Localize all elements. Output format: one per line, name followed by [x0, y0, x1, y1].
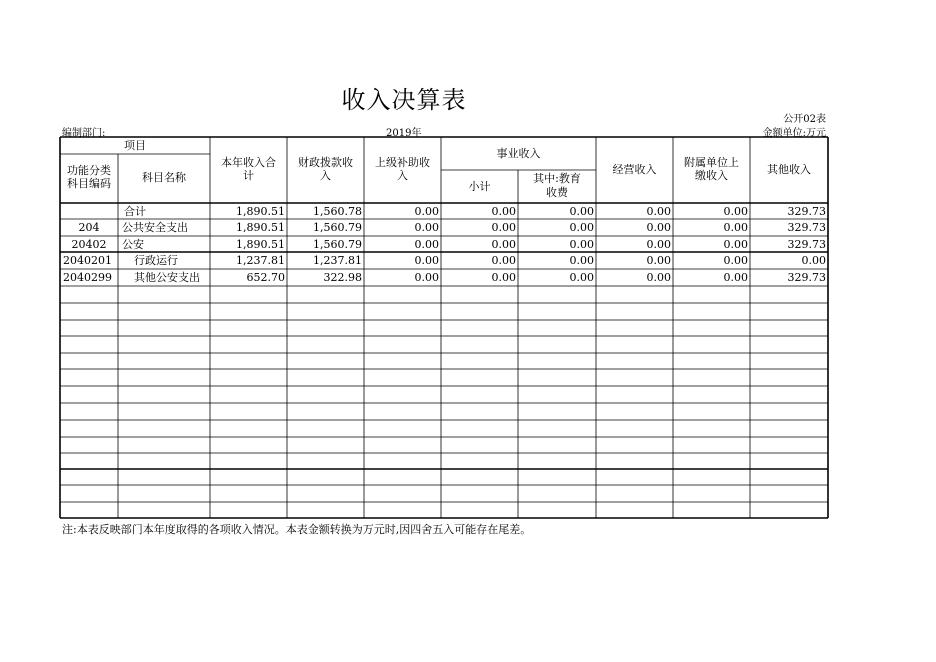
header-code-2: 科目编码	[67, 177, 111, 190]
cell-edu: 0.00	[569, 205, 594, 218]
header-subtotal: 小计	[468, 180, 491, 193]
cell-superior: 0.00	[414, 221, 439, 234]
cell-affiliated: 0.00	[723, 238, 748, 251]
cell-name: 公共安全支出	[122, 221, 188, 234]
cell-superior: 0.00	[414, 254, 439, 267]
cell-edu: 0.00	[569, 221, 594, 234]
header-other: 其他收入	[767, 163, 811, 176]
header-superior-1: 上级补助收	[375, 156, 430, 169]
cell-subtotal: 0.00	[491, 205, 516, 218]
cell-affiliated: 0.00	[723, 254, 748, 267]
cell-name: 其他公安支出	[134, 271, 200, 284]
cell-superior: 0.00	[414, 271, 439, 284]
header-project: 项目	[124, 139, 146, 152]
form-number: 公开02表	[783, 114, 826, 125]
cell-affiliated: 0.00	[723, 221, 748, 234]
cell-other: 329.73	[787, 221, 826, 234]
page-title: 收入决算表	[341, 86, 467, 114]
department-label: 编制部门:	[62, 128, 106, 139]
cell-operating: 0.00	[646, 205, 671, 218]
header-edu-1: 其中:教育	[533, 172, 581, 185]
cell-code: 2040201	[63, 254, 112, 267]
table-row	[63, 270, 826, 284]
table-grid	[60, 137, 828, 518]
cell-total: 1,890.51	[236, 205, 285, 218]
header-total-1: 本年收入合	[221, 156, 276, 169]
cell-edu: 0.00	[569, 271, 594, 284]
header-code-1: 功能分类	[67, 164, 111, 177]
cell-code: 2040299	[63, 271, 112, 284]
cell-fiscal: 1,560.79	[313, 221, 362, 234]
cell-operating: 0.00	[646, 221, 671, 234]
header-fiscal-1: 财政拨款收	[298, 156, 353, 169]
cell-operating: 0.00	[646, 238, 671, 251]
table-row	[63, 253, 826, 267]
footnote: 注:本表反映部门本年度取得的各项收入情况。本表金额转换为万元时,因四舍五入可能存在尾差。	[62, 523, 532, 536]
cell-fiscal: 322.98	[323, 271, 362, 284]
cell-edu: 0.00	[569, 238, 594, 251]
cell-superior: 0.00	[414, 238, 439, 251]
cell-fiscal: 1,560.78	[313, 205, 362, 218]
cell-code: 204	[78, 221, 100, 234]
cell-fiscal: 1,560.79	[313, 238, 362, 251]
table-header	[67, 139, 811, 199]
header-name: 科目名称	[142, 171, 186, 184]
table-body	[63, 204, 826, 284]
cell-code: 20402	[71, 238, 107, 251]
cell-affiliated: 0.00	[723, 271, 748, 284]
header-operating: 经营收入	[612, 163, 657, 176]
cell-subtotal: 0.00	[491, 271, 516, 284]
cell-other: 329.73	[787, 238, 826, 251]
report-year: 2019年	[386, 128, 422, 139]
cell-name: 行政运行	[134, 254, 178, 267]
cell-operating: 0.00	[646, 254, 671, 267]
cell-subtotal: 0.00	[491, 254, 516, 267]
cell-other: 329.73	[787, 271, 826, 284]
table-row	[79, 220, 827, 234]
cell-name: 公安	[122, 238, 144, 251]
header-fiscal-2: 入	[320, 169, 331, 182]
table-row	[72, 237, 827, 251]
cell-operating: 0.00	[646, 271, 671, 284]
cell-other: 0.00	[801, 254, 826, 267]
cell-total: 1,890.51	[236, 221, 285, 234]
cell-edu: 0.00	[569, 254, 594, 267]
table-row	[124, 204, 826, 218]
cell-subtotal: 0.00	[491, 238, 516, 251]
header-edu-2: 收费	[546, 186, 568, 199]
header-affiliated-1: 附属单位上	[684, 156, 739, 169]
header-total-2: 计	[243, 169, 254, 182]
cell-superior: 0.00	[414, 205, 439, 218]
header-superior-2: 入	[397, 169, 408, 182]
cell-affiliated: 0.00	[723, 205, 748, 218]
cell-total: 652.70	[246, 271, 285, 284]
amount-unit: 金额单位:万元	[762, 128, 826, 139]
cell-subtotal: 0.00	[491, 221, 516, 234]
cell-total: 1,237.81	[236, 254, 285, 267]
cell-name: 合计	[124, 205, 146, 218]
cell-fiscal: 1,237.81	[313, 254, 362, 267]
cell-total: 1,890.51	[236, 238, 285, 251]
header-affiliated-2: 缴收入	[695, 169, 728, 182]
cell-other: 329.73	[787, 205, 826, 218]
header-business: 事业收入	[496, 147, 541, 160]
